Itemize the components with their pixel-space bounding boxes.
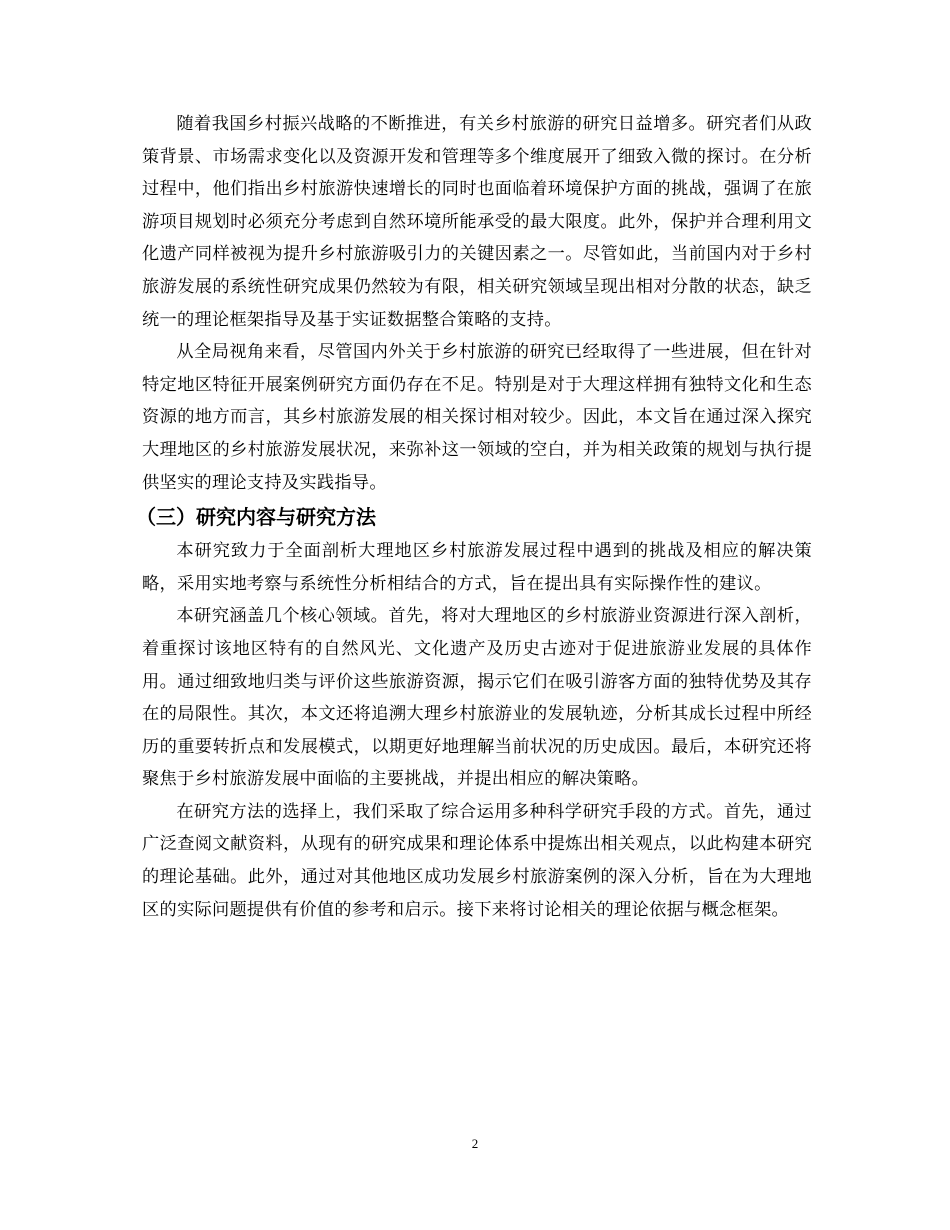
page-number: 2 — [471, 1136, 479, 1151]
body-paragraph: 从全局视角来看，尽管国内外关于乡村旅游的研究已经取得了一些进展，但在针对特定地区特征开展案例研究方面仍存在不足。特别是对于大理这样拥有独特文化和生态资源的地方而言，其乡村旅游发展的相关探讨相对较少。因此，本文旨在通过深入探究大理地区的乡村旅游发展状况，来弥补这一领域的空白，并为相关政策的规划与执行提供坚实的理论支持及实践指导。 — [142, 342, 812, 493]
body-paragraph: 本研究致力于全面剖析大理地区乡村旅游发展过程中遇到的挑战及相应的解决策略，采用实地考察与系统性分析相结合的方式，旨在提出具有实际操作性的建议。 — [142, 541, 812, 594]
body-paragraph: 在研究方法的选择上，我们采取了综合运用多种科学研究手段的方式。首先，通过广泛查阅文献资料，从现有的研究成果和理论体系中提炼出相关观点，以此构建本研究的理论基础。此外，通过对其他地区成功发展乡村旅游案例的深入分析，旨在为大理地区的实际问题提供有价值的参考和启示。接下来将讨论相关的理论依据与概念框架。 — [142, 801, 812, 920]
document-page — [136, 108, 812, 926]
section-heading: （三）研究内容与研究方法 — [136, 505, 376, 530]
body-paragraph: 本研究涵盖几个核心领域。首先，将对大理地区的乡村旅游业资源进行深入剖析，着重探讨该地区特有的自然风光、文化遗产及历史古迹对于促进旅游业发展的具体作用。通过细致地归类与评价这些旅游资源，揭示它们在吸引游客方面的独特优势及其存在的局限性。其次，本文还将追溯大理乡村旅游业的发展轨迹，分析其成长过程中所经历的重要转折点和发展模式，以期更好地理解当前状况的历史成因。最后，本研究还将聚焦于乡村旅游发展中面临的主要挑战，并提出相应的解决策略。 — [142, 606, 812, 790]
body-paragraph: 随着我国乡村振兴战略的不断推进，有关乡村旅游的研究日益增多。研究者们从政策背景、市场需求变化以及资源开发和管理等多个维度展开了细致入微的探讨。在分析过程中，他们指出乡村旅游快速增长的同时也面临着环境保护方面的挑战，强调了在旅游项目规划时必须充分考虑到自然环境所能承受的最大限度。此外，保护并合理利用文化遗产同样被视为提升乡村旅游吸引力的关键因素之一。尽管如此，当前国内对于乡村旅游发展的系统性研究成果仍然较为有限，相关研究领域呈现出相对分散的状态，缺乏统一的理论框架指导及基于实证数据整合策略的支持。 — [142, 114, 812, 330]
